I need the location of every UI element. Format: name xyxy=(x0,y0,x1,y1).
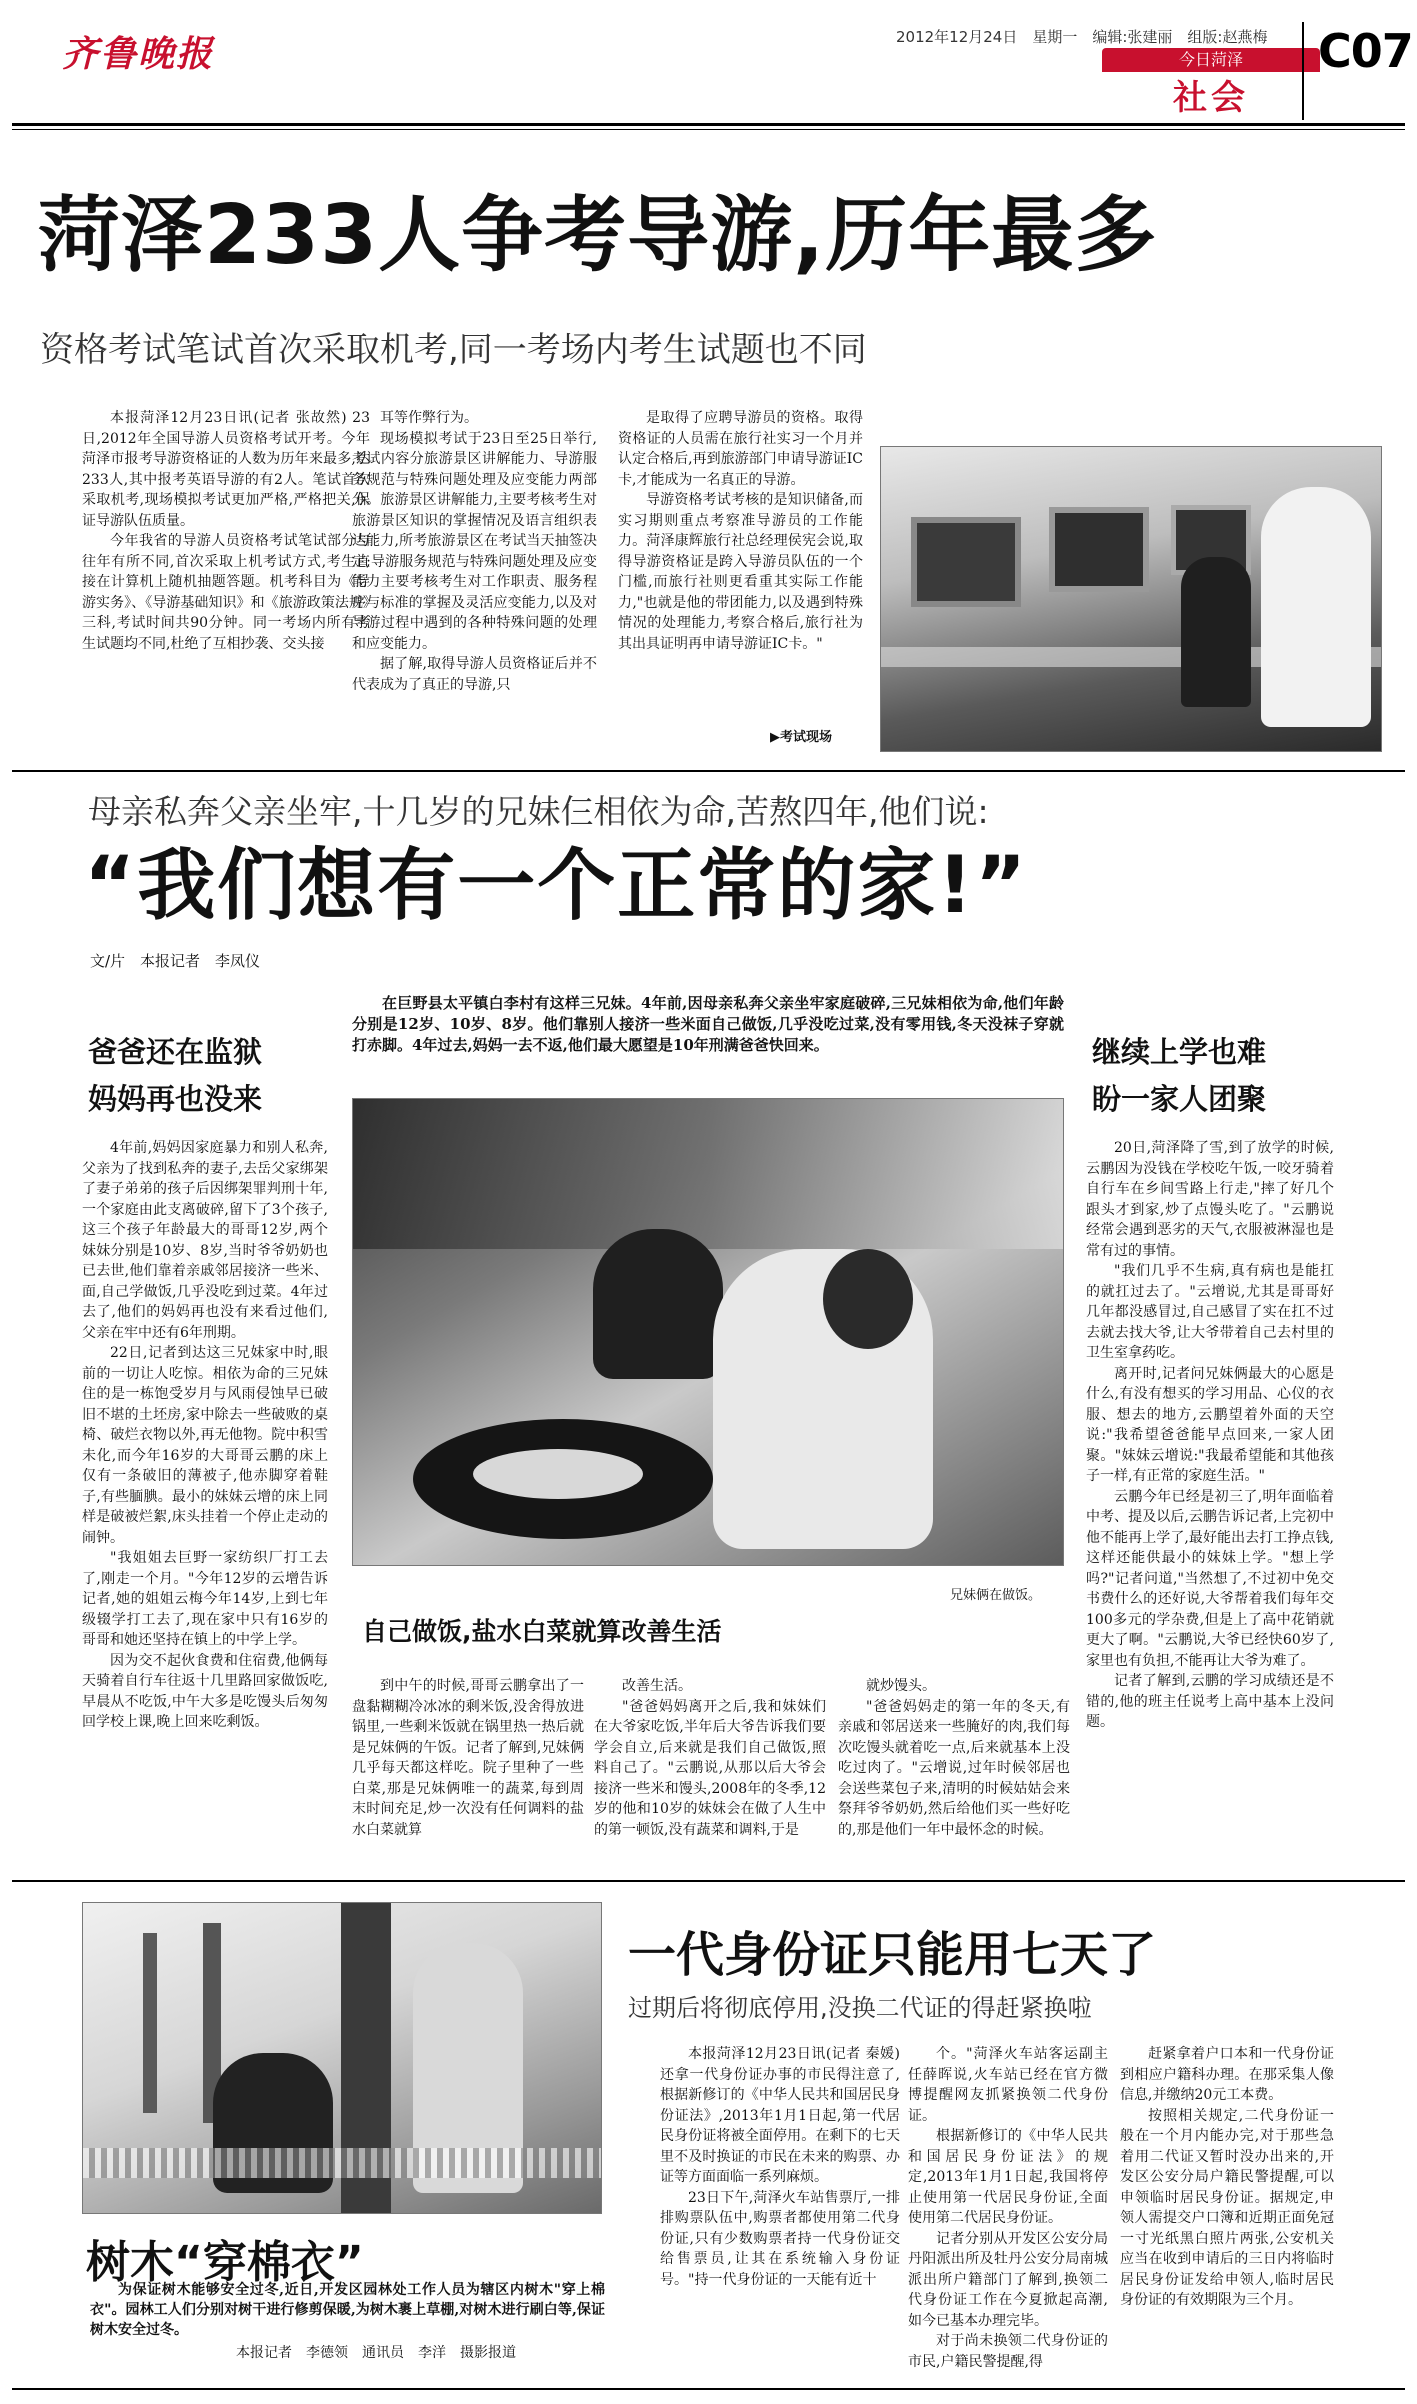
food-shape xyxy=(473,1449,643,1499)
story2-para: 离开时,记者问兄妹俩最大的心愿是什么,有没有想买的学习用品、心仪的衣服、想去的地方,云鹏望着外面的天空说:"我希望爸爸能早点回来,一家人团聚。"妹妹云增说:"我最希望能和其他孩子一样,有正常的家庭生活。" xyxy=(1086,1365,1334,1484)
story2-para: "我们几乎不生病,真有病也是能扛的就扛过去了。"云增说,尤其是哥哥好几年都没感冒过,自己感冒了实在扛不过去就去找大爷,让大爷带着自己去村里的卫生室拿药吃。 xyxy=(1086,1263,1334,1361)
top-rule-thin xyxy=(12,129,1405,130)
person-shape xyxy=(1181,557,1251,707)
story2-para: 20日,菏泽降了雪,到了放学的时候,云鹏因为没钱在学校吃午饭,一咬牙骑着自行车在乡间雪路上行走,"摔了好几个跟头才到家,炒了点馒头吃了。"云鹏说经常会遇到恶劣的天气,衣服被淋湿也是常有过的事情。 xyxy=(1086,1140,1334,1259)
story2-left-subhead-2: 妈妈再也没来 xyxy=(88,1082,263,1116)
story2-para: 改善生活。 xyxy=(622,1678,692,1694)
story2-middle-column-3 xyxy=(838,1676,1070,1876)
story4-para: 记者分别从开发区公安分局丹阳派出所及牡丹公安分局南城派出所户籍部门了解到,换领二代身份证工作在今夏掀起高潮,如今已基本办理完毕。 xyxy=(908,2230,1108,2329)
story1-column-2 xyxy=(352,408,597,758)
monitor-shape xyxy=(911,517,1021,607)
story3-caption: 为保证树木能够安全过冬,近日,开发区园林处工作人员为辖区内树木"穿上棉衣"。园林工人们分别对树干进行修剪保暖,为树木裹上草棚,对树木进行刷白等,保证树木安全过冬。 xyxy=(90,2282,605,2338)
story2-para: 4年前,妈妈因家庭暴力和别人私奔,父亲为了找到私奔的妻子,去岳父家绑架了妻子弟弟的孩子后因绑架罪判刑十年,一个家庭由此支离破碎,留下了3个孩子,这三个孩子年龄最大的哥哥12岁,两个妹妹分别是10岁、8岁,当时爷爷奶奶也已去世,他们靠着亲戚邻居接济一些米、面,自己学做饭,几乎没吃到过菜。4年过去了,他们的妈妈再也没有来看过他们,父亲在牢中还有6年刑期。 xyxy=(82,1140,328,1341)
story2-middle-column-1 xyxy=(352,1676,584,1876)
story2-headline: “我们想有一个正常的家!” xyxy=(84,841,1029,931)
story2-para: 云鹏今年已经是初三了,明年面临着中考、提及以后,云鹏告诉记者,上完初中他不能再上学了,最好能出去打工挣点钱,这样还能供最小的妹妹上学。"想上学吗?"记者问道,"当然想了,不过初中免交书费什么的还好说,大爷帮着我们每年交100多元的学杂费,但是上了高中花销就更大了啊。"云鹏说,大爷已经快60岁了,家里也有负担,不能再让大爷为难了。 xyxy=(1086,1488,1334,1669)
story1-para: 耳等作弊行为。 xyxy=(380,410,478,426)
section-label: 今日菏泽 xyxy=(1102,48,1320,72)
story4-para: 对于尚未换领二代身份证的市民,户籍民警提醒,得 xyxy=(908,2333,1108,2370)
story2-kicker: 母亲私奔父亲坐牢,十几岁的兄妹仨相依为命,苦熬四年,他们说: xyxy=(88,792,989,831)
story1-para: 现场模拟考试于23日至25日举行,考试内容分旅游景区讲解能力、导游服务规范与特殊问题处理及应变能力两部分。旅游景区讲解能力,主要考核考生对旅游景区知识的掌握情况及语言组织表达能力,所考旅游景区在考试当天抽签决定;导游服务规范与特殊问题处理及应变能力主要考核考生对工作职责、服务程序与标准的掌握及灵活应变能力,以及对导游过程中遇到的各种特殊问题的处理和应变能力。 xyxy=(352,430,597,652)
story2-para: "我姐姐去巨野一家纺织厂打工去了,刚走一个月。"今年12岁的云增告诉记者,她的姐姐云梅今年14岁,上到七年级辍学打工去了,现在家中只有16岁的哥哥和她还坚持在镇上的中学上学。 xyxy=(82,1550,328,1648)
story2-photo-caption: 兄妹俩在做饭。 xyxy=(950,1588,1042,1603)
story4-column-2 xyxy=(908,2044,1108,2374)
section-title: 社会 xyxy=(1173,78,1249,118)
story4-column-3 xyxy=(1120,2044,1334,2374)
monitor-shape xyxy=(1049,507,1149,592)
story1-para: 据了解,取得导游人员资格证后并不代表成为了真正的导游,只 xyxy=(352,656,597,693)
story2-bottom-rule xyxy=(12,1880,1405,1882)
story1-headline: 菏泽233人争考导游,历年最多 xyxy=(38,188,1158,283)
story2-right-column xyxy=(1086,1138,1334,1866)
story2-lead: 在巨野县太平镇白李村有这样三兄妹。4年前,因母亲私奔父亲坐牢家庭破碎,三兄妹相依为命,他们年龄分别是12岁、10岁、8岁。他们靠别人接济一些米面自己做饭,几乎没吃过菜,没有零用钱,冬天没袜子穿就打赤脚。4年过去,妈妈一去不返,他们最大愿望是10年刑满爸爸快回来。 xyxy=(352,994,1064,1054)
story2-middle-column-2 xyxy=(594,1676,826,1876)
story4-para: 赶紧拿着户口本和一代身份证到相应户籍科办理。在那采集人像信息,并缴纳20元工本费。 xyxy=(1120,2046,1334,2103)
siblings-cooking-photo xyxy=(352,1098,1064,1566)
story1-para: 是取得了应聘导游员的资格。取得资格证的人员需在旅行社实习一个月并认定合格后,再到旅游部门申请导游证IC卡,才能成为一名真正的导游。 xyxy=(618,410,863,488)
story4-subhead: 过期后将彻底停用,没换二代证的得赶紧换啦 xyxy=(628,1994,1092,2022)
story1-para: 本报菏泽12月23日讯(记者 张故然) 23日,2012年全国导游人员资格考试开考。今年菏泽市报考导游资格证的人数为历年来最多,达233人,其中报考英语导游的有2人。笔试首次采取机考,现场模拟考试更加严格,严格把关,保证导游队伍质量。 xyxy=(82,410,370,529)
story2-para: "爸爸妈妈走的第一年的冬天,有亲戚和邻居送来一些腌好的肉,我们每次吃馒头就着吃一点,后来就基本上没吃过肉了。"云增说,过年时候邻居也会送些菜包子来,清明的时候姑姑会来祭拜爷爷奶奶,然后给他们买一些好吃的,那是他们一年中最怀念的时候。 xyxy=(838,1698,1070,1838)
story4-para: 按照相关规定,二代身份证一般在一个月内能办完,对于那些急着用二代证又暂时没办出来的,开发区公安分局户籍民警提醒,可以申领临时居民身份证。据规定,申领人需提交户口簿和近期正面免冠一寸光纸黑白照片两张,公安机关应当在收到申请后的三日内将临时居民身份证发给申领人,临时居民身份证的有效期限为三个月。 xyxy=(1120,2107,1334,2308)
story1-subhead: 资格考试笔试首次采取机考,同一考场内考生试题也不同 xyxy=(40,330,867,370)
date-line: 2012年12月24日 星期一 编辑:张建丽 组版:赵燕梅 xyxy=(896,28,1268,46)
story1-para: 导游资格考试考核的是知识储备,而实习期则重点考察准导游员的工作能力。菏泽康辉旅行社总经理侯宪会说,取得导游资格证是跨入导游员队伍的一个门槛,而旅行社则更看重其实际工作能力,"也就是他的带团能力,以及遇到特殊情况的处理能力,考察合格后,旅行社为其出具证明再申请导游证IC卡。" xyxy=(618,492,863,652)
story4-para: 本报菏泽12月23日讯(记者 秦媛) 还拿一代身份证办事的市民得注意了,根据新修订的《中华人民共和国居民身份证法》,2013年1月1日起,第一代居民身份证将被全面停用。在剩下的七天里不及时换证的市民在未来的购票、办证等方面面临一系列麻烦。 xyxy=(660,2046,900,2185)
masthead-divider xyxy=(1302,22,1304,120)
story2-para: 就炒馒头。 xyxy=(866,1678,936,1694)
boy-shape xyxy=(593,1229,723,1379)
story1-bottom-rule xyxy=(12,770,1405,772)
fence-shape xyxy=(83,2148,602,2178)
paper-logo: 齐鲁晚报 xyxy=(62,33,215,75)
girl-hair-shape xyxy=(823,1249,913,1349)
story2-para: "爸爸妈妈离开之后,我和妹妹们在大爷家吃饭,半年后大爷告诉我们要学会自立,后来就是我们自己做饭,照料自己了。"云鹏说,从那以后大爷会接济一些米和馒头,2008年的冬季,12岁的他和10岁的妹妹会在做了人生中的第一顿饭,没有蔬菜和调料,于是 xyxy=(594,1698,826,1838)
top-rule xyxy=(12,123,1405,126)
story2-middle-subhead: 自己做饭,盐水白菜就算改善生活 xyxy=(362,1617,722,1646)
story2-left-subhead-1: 爸爸还在监狱 xyxy=(88,1035,263,1069)
story4-headline: 一代身份证只能用七天了 xyxy=(628,1927,1157,1983)
story4-column-1 xyxy=(660,2044,900,2374)
story2-para: 记者了解到,云鹏的学习成绩还是不错的,他的班主任说考上高中基本上没问题。 xyxy=(1086,1673,1334,1730)
tree-trunk-shape xyxy=(143,1933,157,2113)
story1-column-3 xyxy=(618,408,863,728)
story4-para: 23日下午,菏泽火车站售票厅,一排排购票队伍中,购票者都使用第二代身份证,只有少数购票者持一代身份证交给售票员,让其在系统输入身份证号。"持一代身份证的一天能有近十 xyxy=(660,2189,900,2288)
person-shape xyxy=(1261,487,1371,727)
story2-left-column xyxy=(82,1138,328,1870)
story3-overlay-title: 树木“穿棉衣” xyxy=(86,2237,364,2288)
story2-para: 因为交不起伙食费和住宿费,他俩每天骑着自行车往返十几里路回家做饭吃,早晨从不吃饭,中午大多是吃馒头后匆匆回学校上课,晚上回来吃剩饭。 xyxy=(82,1652,328,1730)
wall-shape xyxy=(353,1099,1064,1249)
story2-byline: 文/片 本报记者 李凤仪 xyxy=(90,952,261,970)
story4-para: 根据新修订的《中华人民共和国居民身份证法》的规定,2013年1月1日起,我国将停止使用第一代居民身份证,全面使用第二代居民身份证。 xyxy=(908,2128,1108,2226)
story2-right-subhead-1: 继续上学也难 xyxy=(1092,1035,1267,1069)
story2-para: 到中午的时候,哥哥云鹏拿出了一盘黏糊糊冷冰冰的剩米饭,没舍得放进锅里,一些剩米饭就在锅里热一热后就是兄妹俩的午饭。记者了解到,兄妹俩几乎每天都这样吃。院子里种了一些白菜,那是兄妹俩唯一的蔬菜,每到周末时间充足,炒一次没有任何调料的盐水白菜就算 xyxy=(352,1678,584,1838)
story1-column-1 xyxy=(82,408,370,758)
story4-para: 个。"菏泽火车站客运副主任薛晖说,火车站已经在官方微博提醒网友抓紧换领二代身份证。 xyxy=(908,2046,1108,2124)
page-number: C07 xyxy=(1318,24,1413,78)
trees-cotton-photo xyxy=(82,1902,602,2214)
page-bottom-rule xyxy=(12,2388,1405,2390)
story1-para: 今年我省的导游人员资格考试笔试部分与往年有所不同,首次采取上机考试方式,考生直接在计算机上随机抽题答题。机考科目为《导游实务》、《导游基础知识》和《旅游政策法规》三科,考试时间共90分钟。同一考场内所有考生试题均不同,杜绝了互相抄袭、交头接 xyxy=(82,533,370,652)
story2-para: 22日,记者到达这三兄妹家中时,眼前的一切让人吃惊。相依为命的三兄妹住的是一栋饱受岁月与风雨侵蚀早已破旧不堪的土坯房,家中除去一些破败的桌椅、破烂衣物以外,再无他物。院中积雪未化,而今年16岁的大哥哥云鹏的床上仅有一条破旧的薄被子,他赤脚穿着鞋子,有些腼腆。最小的妹妹云增的床上同样是破被烂絮,床头挂着一个停止走动的闹钟。 xyxy=(82,1345,328,1546)
story3-credit: 本报记者 李德领 通讯员 李洋 摄影报道 xyxy=(236,2345,516,2361)
story2-right-subhead-2: 盼一家人团聚 xyxy=(1092,1082,1267,1116)
story1-photo-caption: ▶考试现场 xyxy=(770,730,832,745)
exam-room-photo xyxy=(880,446,1382,752)
